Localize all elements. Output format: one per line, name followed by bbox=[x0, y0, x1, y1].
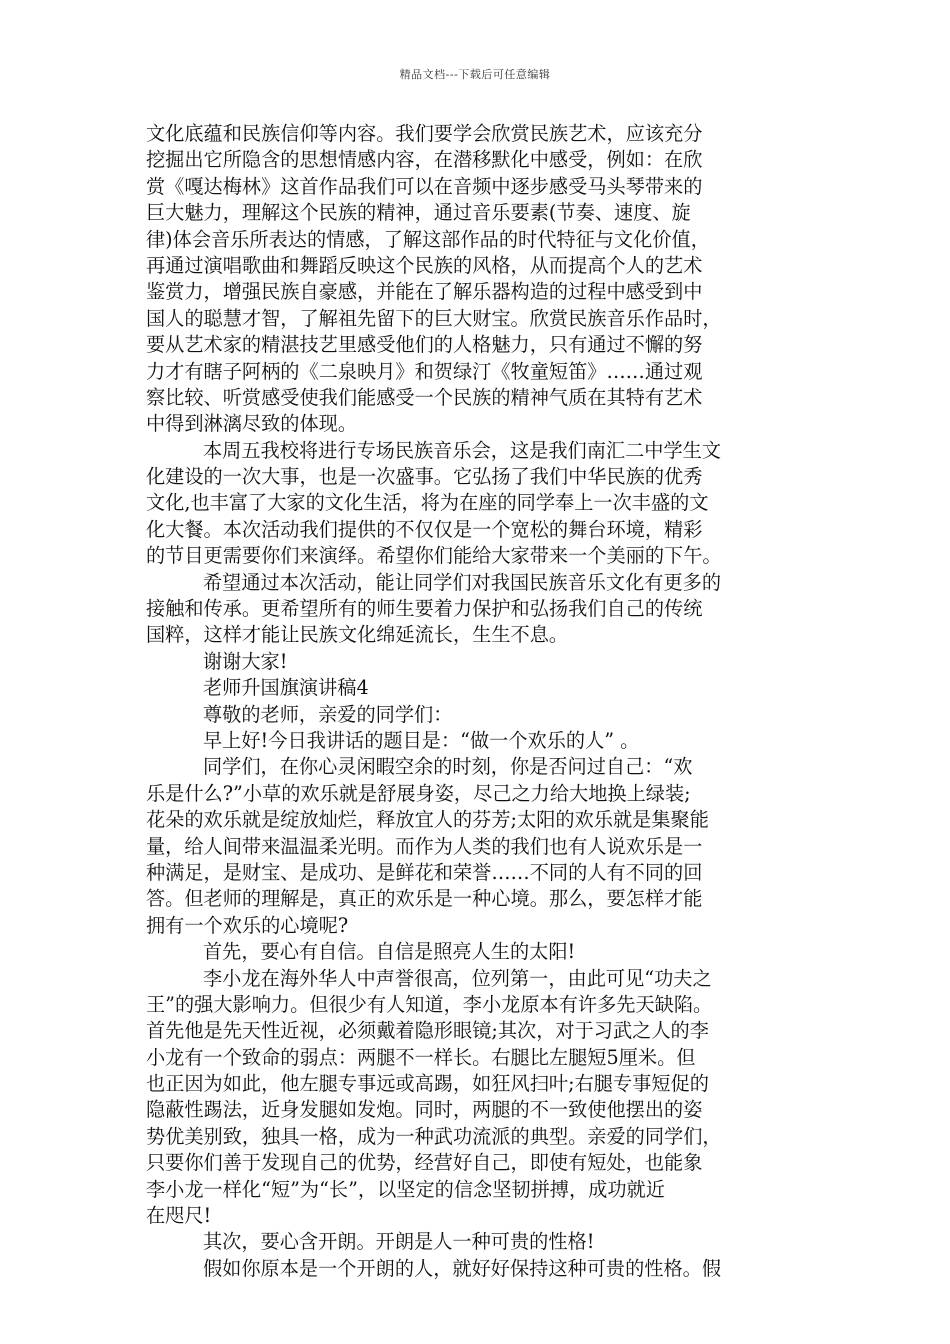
text-line: 要从艺术家的精湛技艺里感受他们的人格魅力，只有通过不懈的努 bbox=[146, 333, 703, 357]
text-line: 力才有瞎子阿柄的《二泉映月》和贺绿汀《牧童短笛》……通过观 bbox=[146, 359, 703, 383]
text-line: 挖掘出它所隐含的思想情感内容，在潜移默化中感受，例如：在欣 bbox=[146, 148, 703, 172]
text-line: 也正因为如此，他左腿专事远或高踢，如狂风扫叶;右腿专事短促的 bbox=[146, 1072, 709, 1096]
text-line: 花朵的欢乐就是绽放灿烂，释放宜人的芬芳;太阳的欢乐就是集聚能 bbox=[146, 808, 709, 832]
text-line: 中得到淋漓尽致的体现。 bbox=[146, 412, 358, 436]
text-line: 鉴赏力，增强民族自豪感，并能在了解乐器构造的过程中感受到中 bbox=[146, 280, 703, 304]
body-text bbox=[146, 121, 810, 1282]
text-line: 谢谢大家! bbox=[203, 649, 288, 673]
text-line: 的节目更需要你们来演绎。希望你们能给大家带来一个美丽的下午。 bbox=[146, 544, 722, 568]
text-line: 律)体会音乐所表达的情感，了解这部作品的时代特征与文化价值， bbox=[146, 227, 710, 251]
text-line: 答。但老师的理解是，真正的欢乐是一种心境。那么，要怎样才能 bbox=[146, 887, 703, 911]
text-line: 隐蔽性踢法，近身发腿如发炮。同时，两腿的不一致使他摆出的姿 bbox=[146, 1098, 703, 1122]
text-line: 赏《嘎达梅林》这首作品我们可以在音频中逐步感受马头琴带来的 bbox=[146, 174, 703, 198]
text-line: 假如你原本是一个开朗的人，就好好保持这种可贵的性格。假 bbox=[203, 1256, 722, 1280]
text-line: 李小龙一样化“短”为“长”，以坚定的信念坚韧拼搏，成功就近 bbox=[146, 1177, 665, 1201]
text-line: 化大餐。本次活动我们提供的不仅仅是一个宽松的舞台环境，精彩 bbox=[146, 517, 703, 541]
text-line: 巨大魅力，理解这个民族的精神，通过音乐要素(节奏、速度、旋 bbox=[146, 201, 691, 225]
text-line: 察比较、听赏感受使我们能感受一个民族的精神气质在其特有艺术 bbox=[146, 385, 703, 409]
text-line: 化建设的一次大事，也是一次盛事。它弘扬了我们中华民族的优秀 bbox=[146, 465, 703, 489]
text-line: 种满足，是财宝、是成功、是鲜花和荣誉……不同的人有不同的回 bbox=[146, 860, 703, 884]
text-line: 李小龙在海外华人中声誉很高，位列第一，由此可见“功夫之 bbox=[203, 966, 712, 990]
text-line: 本周五我校将进行专场民族音乐会，这是我们南汇二中学生文 bbox=[203, 438, 722, 462]
text-line: 量，给人间带来温温柔光明。而作为人类的我们也有人说欢乐是一 bbox=[146, 834, 703, 858]
text-line: 再通过演唱歌曲和舞蹈反映这个民族的风格，从而提高个人的艺术 bbox=[146, 253, 703, 277]
text-line: 在咫尺! bbox=[146, 1204, 212, 1228]
text-line: 国人的聪慧才智，了解祖先留下的巨大财宝。欣赏民族音乐作品时， bbox=[146, 306, 722, 330]
text-line: 只要你们善于发现自己的优势，经营好自己，即使有短处，也能象 bbox=[146, 1151, 703, 1175]
text-line: 接触和传承。更希望所有的师生要着力保护和弘扬我们自己的传统 bbox=[146, 597, 703, 621]
text-line: 首先他是先天性近视，必须戴着隐形眼镜;其次，对于习武之人的李 bbox=[146, 1019, 709, 1043]
text-line: 早上好!今日我讲话的题目是：“做一个欢乐的人” 。 bbox=[203, 728, 640, 752]
text-line: 势优美别致，独具一格，成为一种武功流派的典型。亲爱的同学们， bbox=[146, 1124, 722, 1148]
text-line: 同学们，在你心灵闲暇空余的时刻，你是否问过自己：“欢 bbox=[203, 755, 693, 779]
text-line: 尊敬的老师，亲爱的同学们： bbox=[203, 702, 453, 726]
text-line: 首先，要心有自信。自信是照亮人生的太阳! bbox=[203, 940, 576, 964]
header-note: 精品文档---下载后可任意编辑 bbox=[399, 68, 551, 81]
text-line: 其次，要心含开朗。开朗是人一种可贵的性格! bbox=[203, 1230, 595, 1254]
text-line: 拥有一个欢乐的心境呢? bbox=[146, 913, 349, 937]
text-line: 希望通过本次活动，能让同学们对我国民族音乐文化有更多的 bbox=[203, 570, 722, 594]
text-line: 文化,也丰富了大家的文化生活，将为在座的同学奉上一次丰盛的文 bbox=[146, 491, 709, 515]
text-line: 文化底蕴和民族信仰等内容。我们要学会欣赏民族艺术，应该充分 bbox=[146, 122, 703, 145]
text-line: 乐是什么?”小草的欢乐就是舒展身姿，尽己之力给大地换上绿装; bbox=[146, 781, 691, 805]
text-line: 小龙有一个致命的弱点：两腿不一样长。右腿比左腿短5厘米。但 bbox=[146, 1045, 696, 1069]
text-line: 国粹，这样才能让民族文化绵延流长，生生不息。 bbox=[146, 623, 569, 647]
text-line: 王”的强大影响力。但很少有人知道，李小龙原本有许多先天缺陷。 bbox=[146, 992, 713, 1016]
text-line: 老师升国旗演讲稿4 bbox=[203, 676, 369, 700]
